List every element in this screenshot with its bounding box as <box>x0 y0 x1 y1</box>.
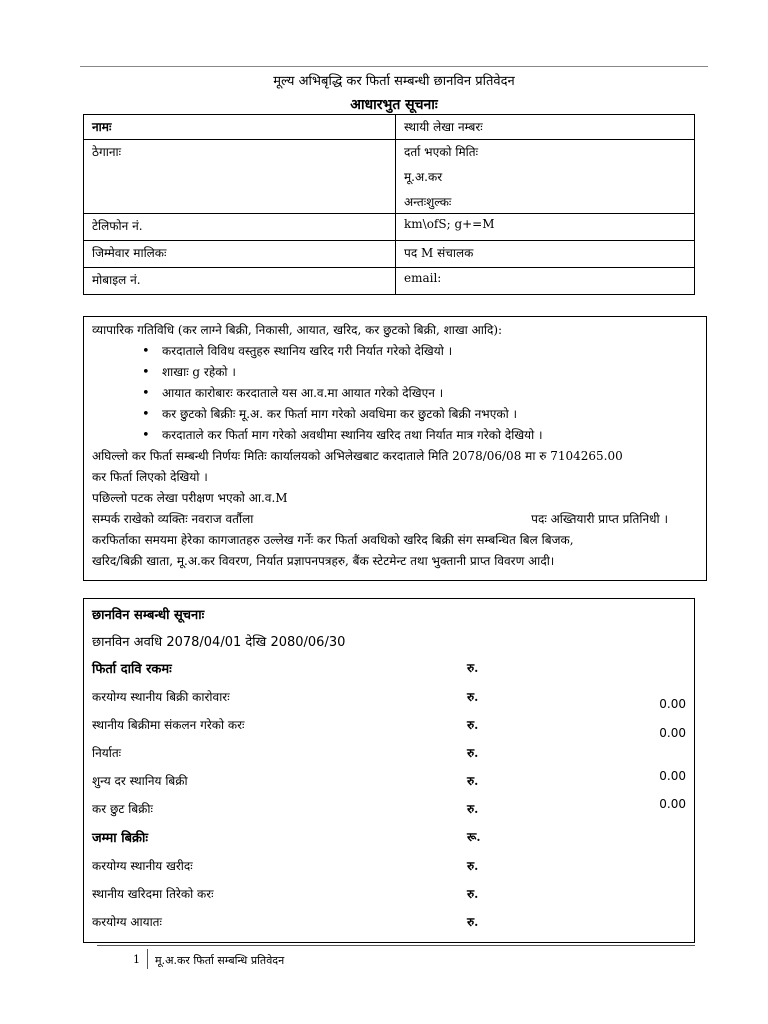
name-cell <box>84 115 396 140</box>
purchase-row-currency: रु. <box>467 887 479 901</box>
sales-row-currency: रु. <box>467 774 479 788</box>
sales-row-label: स्थानीय बिक्रीमा संकलन गरेको करः <box>92 718 245 732</box>
sales-row-label: करयोग्य स्थानीय बिक्री कारोवारः <box>92 690 230 704</box>
position-label: पद M संचालक <box>404 246 474 260</box>
telephone-value: km\ofS; g+=M <box>404 217 495 231</box>
documents-reviewed: करफिर्ताका समयमा हेरेका कागजातहरु उल्लेख गर्नेः कर फिर्ता अवधिको खरिद बिक्री संग सम्बन्धित बिल बिजक, <box>92 533 574 547</box>
refund-currency: रु. <box>467 661 479 675</box>
basic-info-table <box>83 114 695 295</box>
sales-row-label: कर छुट बिक्रीः <box>92 802 153 816</box>
investigation-heading: छानविन सम्बन्धी सूचनाः <box>92 608 205 623</box>
business-activity-box <box>83 316 707 581</box>
registration-cell <box>396 140 695 214</box>
activity-item: • कर छुटको बिक्रीः मू.अ. कर फिर्ता माग गरेको अवधिमा कर छुटको बिक्री नभएको । <box>142 404 698 425</box>
owner-cell <box>84 241 396 268</box>
contact-row <box>92 509 698 530</box>
page-number: 1 <box>133 953 140 966</box>
investigation-box <box>83 598 695 943</box>
email-cell <box>396 268 695 295</box>
activity-list <box>92 341 698 446</box>
purchase-row-label: स्थानीय खरिदमा तिरेको करः <box>92 887 214 901</box>
footer-separator <box>147 949 148 969</box>
previous-decision-cont: कर फिर्ता लिएको देखियो । <box>92 470 208 484</box>
sales-row-label: शुन्य दर स्थानिय बिक्री <box>92 774 188 788</box>
pan-cell <box>396 115 695 140</box>
sales-row-currency: रु. <box>467 690 479 704</box>
pan-label: स्थायी लेखा नम्बरः <box>404 120 483 134</box>
purchase-row-label: करयोग्य आयातः <box>92 915 162 929</box>
last-audit: पछिल्लो पटक लेखा परीक्षण भएको आ.व.M <box>92 491 288 505</box>
refund-claim-label: फिर्ता दावि रकमः <box>92 662 172 677</box>
registered-date-label: दर्ता भएको मितिः <box>404 145 479 159</box>
telephone-cell <box>84 214 396 241</box>
purchase-row-currency: रु. <box>467 915 479 929</box>
section-subtitle: आधारभुत सूचनाः <box>350 97 438 113</box>
vat-label: मू.अ.कर <box>404 170 443 184</box>
activity-item: • करदाताले विविध वस्तुहरु स्थानिय खरिद गरी निर्यात गरेको देखियो । <box>142 341 698 362</box>
sales-row-currency: रु. <box>467 746 479 760</box>
value-3: 0.00 <box>659 797 686 811</box>
responsible-owner-label: जिम्मेवार मालिकः <box>92 246 167 260</box>
position-cell <box>396 241 695 268</box>
activity-item: • करदाताले कर फिर्ता माग गरेको अवधीमा स्थानिय खरिद तथा निर्यात मात्र गरेको देखियो । <box>142 425 698 446</box>
purchase-row-currency: रु. <box>467 859 479 873</box>
period-from: 2078/04/01 <box>166 635 242 650</box>
telephone-value-cell <box>396 214 695 241</box>
period-label: छानविन अवधि <box>92 635 163 650</box>
activity-item: • आयात कारोबारः करदाताले यस आ.व.मा आयात गरेको देखिएन । <box>142 383 698 404</box>
total-sales-currency: रू. <box>467 830 481 844</box>
activity-heading: व्यापारिक गतिविधि (कर लाग्ने बिक्री, निकासी, आयात, खरिद, कर छुटको बिक्री, शाखा आदि): <box>92 323 503 337</box>
sales-row-label: निर्यातः <box>92 746 122 760</box>
period-to: 2080/06/30 <box>270 635 346 650</box>
value-1: 0.00 <box>659 726 686 740</box>
sales-row-currency: रु. <box>467 802 479 816</box>
mobile-label: मोबाइल नं. <box>92 273 141 287</box>
name-label: नामः <box>92 120 112 134</box>
sales-row-currency: रु. <box>467 718 479 732</box>
footer-rule <box>97 945 695 946</box>
address-cell <box>84 140 396 214</box>
value-0: 0.00 <box>659 697 686 711</box>
header-rule <box>80 66 708 67</box>
contact-person: सम्पर्क राखेको व्यक्तिः नवराज वर्तौला <box>92 512 254 526</box>
contact-position: पदः अख्तियारी प्राप्त प्रतिनिधी । <box>531 512 668 526</box>
activity-item: • शाखाः g रहेको । <box>142 362 698 383</box>
telephone-label: टेलिफोन नं. <box>92 219 143 233</box>
address-label: ठेगानाः <box>92 145 122 159</box>
purchase-row-label: करयोग्य स्थानीय खरीदः <box>92 859 193 873</box>
email-label: email: <box>404 271 442 285</box>
excise-label: अन्तःशुल्कः <box>404 195 452 209</box>
footer-text: मू.अ.कर फिर्ता सम्बन्धि प्रतिवेदन <box>155 954 285 967</box>
mobile-cell <box>84 268 396 295</box>
investigation-period <box>92 632 345 650</box>
total-sales-label: जम्मा बिक्रीः <box>92 831 148 846</box>
value-2: 0.00 <box>659 769 686 783</box>
period-word: देखि <box>245 635 267 650</box>
document-title: मूल्य अभिबृद्धि कर फिर्ता सम्बन्धी छानविन प्रतिवेदन <box>273 74 515 89</box>
previous-decision: अघिल्लो कर फिर्ता सम्बन्धी निर्णयः मितिः कार्यालयको अभिलेखबाट करदाताले मिति 2078/06/08 मा रु 7104265.00 <box>92 449 623 463</box>
documents-reviewed-cont: खरिद/बिक्री खाता, मू.अ.कर विवरण, निर्यात प्रज्ञापनपत्रहरु, बैंक स्टेटमेन्ट तथा भुक्तानी प्राप्त विवरण आदी। <box>92 554 555 568</box>
